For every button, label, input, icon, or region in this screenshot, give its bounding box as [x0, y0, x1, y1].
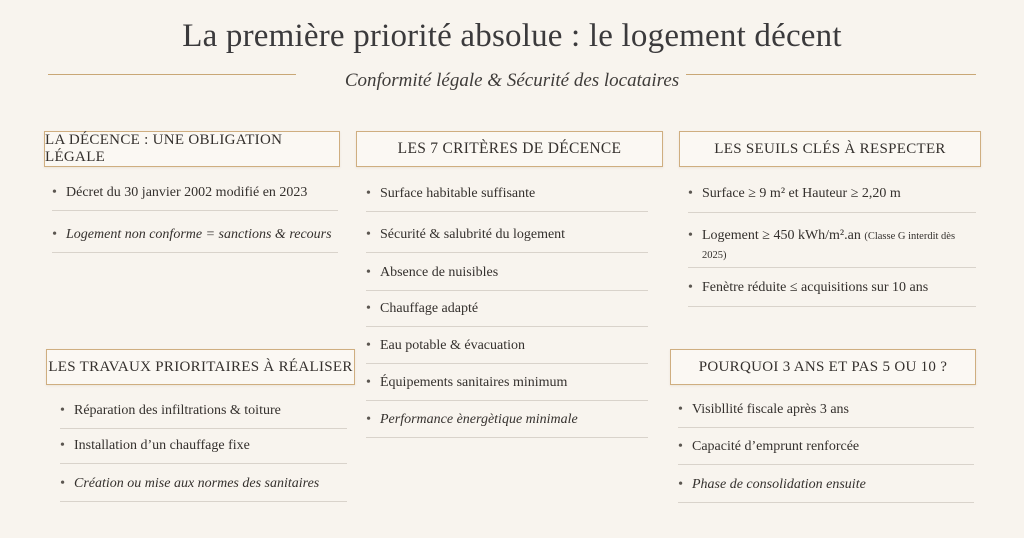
card-header-criteres: LES 7 CRITÈRES DE DÉCENCE: [356, 131, 663, 167]
list-item: • Réparation des infiltrations & toiture: [60, 402, 347, 429]
list-item: [688, 227, 976, 268]
list-item: • Décret du 30 janvier 2002 modifié en 2023: [52, 184, 338, 211]
list-item: • Création ou mise aux normes des sanitaires: [60, 475, 347, 502]
list-item: • Logement non conforme = sanctions & recours: [52, 226, 338, 253]
list-item: • Surface ≥ 9 m² et Hauteur ≥ 2,20 m: [688, 185, 976, 213]
list-item: • Performance ènergètique minimale: [366, 411, 648, 438]
list-item-text: Logement ≥ 450 kWh/m².an: [702, 228, 861, 243]
page-subtitle: Conformité légale & Sécurité des locataires: [344, 70, 680, 91]
list-item: • Installation d’un chauffage fixe: [60, 437, 347, 464]
list-item: • Capacité d’emprunt renforcée: [678, 438, 974, 465]
list-item: • Chauffage adapté: [366, 300, 648, 327]
list-item: • Fenètre réduite ≤ acquisitions sur 10 ans: [688, 279, 976, 307]
list-item: • Visibllité fiscale après 3 ans: [678, 401, 974, 428]
list-item-note: (Classe G interdit dès 2025): [702, 231, 956, 261]
card-header-travaux: LES TRAVAUX PRIORITAIRES À RÉALISER: [46, 349, 355, 385]
list-item: • Phase de consolidation ensuite: [678, 476, 974, 503]
list-item: • Surface habitable suffisante: [366, 185, 648, 212]
list-item: • Équipements sanitaires minimum: [366, 374, 648, 401]
card-header-pourquoi: POURQUOI 3 ANS ET PAS 5 OU 10 ?: [670, 349, 976, 385]
card-header-seuils: LES SEUILS CLÉS À RESPECTER: [679, 131, 981, 167]
list-item: • Eau potable & évacuation: [366, 337, 648, 364]
page-title: La première priorité absolue : le logement décent: [182, 18, 842, 54]
card-header-decence: LA DÉCENCE : UNE OBLIGATION LÉGALE: [44, 131, 340, 167]
list-item: • Absence de nuisibles: [366, 264, 648, 291]
divider-right: [686, 74, 976, 75]
list-item: • Sécurité & salubrité du logement: [366, 226, 648, 253]
